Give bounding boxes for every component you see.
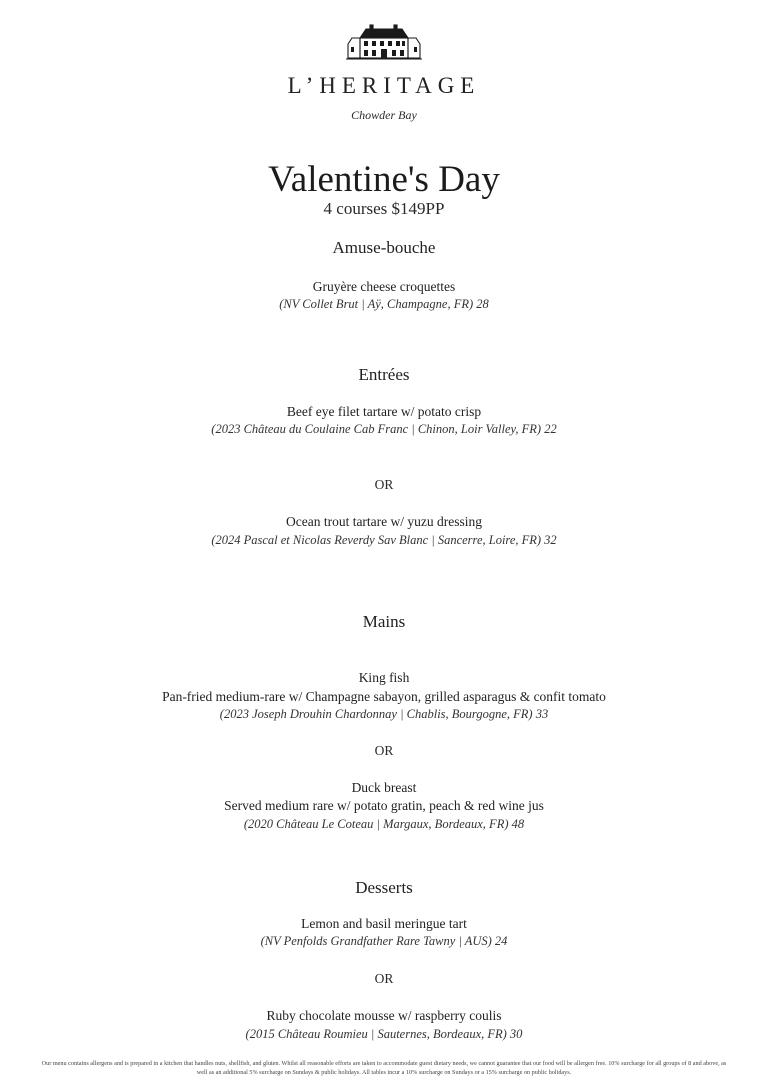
section-heading-entrees: Entrées	[358, 365, 410, 384]
dish-name: Duck breast	[351, 780, 417, 795]
menu-subtitle: 4 courses $149PP	[323, 199, 445, 218]
wine-pairing: (2015 Château Roumieu | Sauternes, Bordeaux, FR) 30	[245, 1027, 523, 1041]
wine-pairing: (2023 Joseph Drouhin Chardonnay | Chablis, Bourgogne, FR) 33	[219, 707, 549, 721]
wine-pairing: (NV Penfolds Grandfather Rare Tawny | AUS) 24	[260, 934, 508, 948]
menu-title: Valentine's Day	[268, 159, 500, 200]
wine-pairing: (2024 Pascal et Nicolas Reverdy Sav Blanc | Sancerre, Loire, FR) 32	[211, 533, 557, 547]
or-divider: OR	[374, 477, 394, 492]
section-heading-desserts: Desserts	[355, 878, 413, 897]
or-divider: OR	[374, 743, 394, 758]
dish-name: Lemon and basil meringue tart	[301, 916, 467, 931]
restaurant-name: L’HERITAGE	[287, 73, 481, 98]
heritage-building-logo	[346, 24, 422, 62]
dish-description: Pan-fried medium-rare w/ Champagne sabayon, grilled asparagus & confit tomato	[162, 689, 606, 704]
dish-name: King fish	[358, 670, 410, 685]
wine-pairing: (2020 Château Le Coteau | Margaux, Bordeaux, FR) 48	[243, 817, 525, 831]
dish-description: Served medium rare w/ potato gratin, peach & red wine jus	[224, 798, 544, 813]
wine-pairing: (2023 Château du Coulaine Cab Franc | Chinon, Loir Valley, FR) 22	[211, 422, 557, 436]
section-heading-amuse: Amuse-bouche	[332, 238, 436, 257]
dish-name: Beef eye filet tartare w/ potato crisp	[286, 404, 482, 419]
wine-pairing: (NV Collet Brut | Aÿ, Champagne, FR) 28	[279, 297, 489, 311]
dish-name: Gruyère cheese croquettes	[312, 279, 456, 294]
restaurant-location: Chowder Bay	[351, 108, 417, 122]
dish-name: Ruby chocolate mousse w/ raspberry coulis	[266, 1008, 502, 1023]
dish-name: Ocean trout tartare w/ yuzu dressing	[285, 514, 483, 529]
allergen-surcharge-notice: Our menu contains allergens and is prepared in a kitchen that handles nuts, shellfish, and gluten. Whilst all reasonable efforts are taken to accommodate guest dietary needs, we cannot guarantee that our food will be allergen free. 10% surcharge for all groups of 8 and above, as well as an additional 5% surcharge on Sundays & public holidays. All tables incur a 10% surcharge on Sundays or a 15% surcharge on public holidays.	[41, 1060, 727, 1076]
section-heading-mains: Mains	[362, 612, 406, 631]
or-divider: OR	[374, 971, 394, 986]
